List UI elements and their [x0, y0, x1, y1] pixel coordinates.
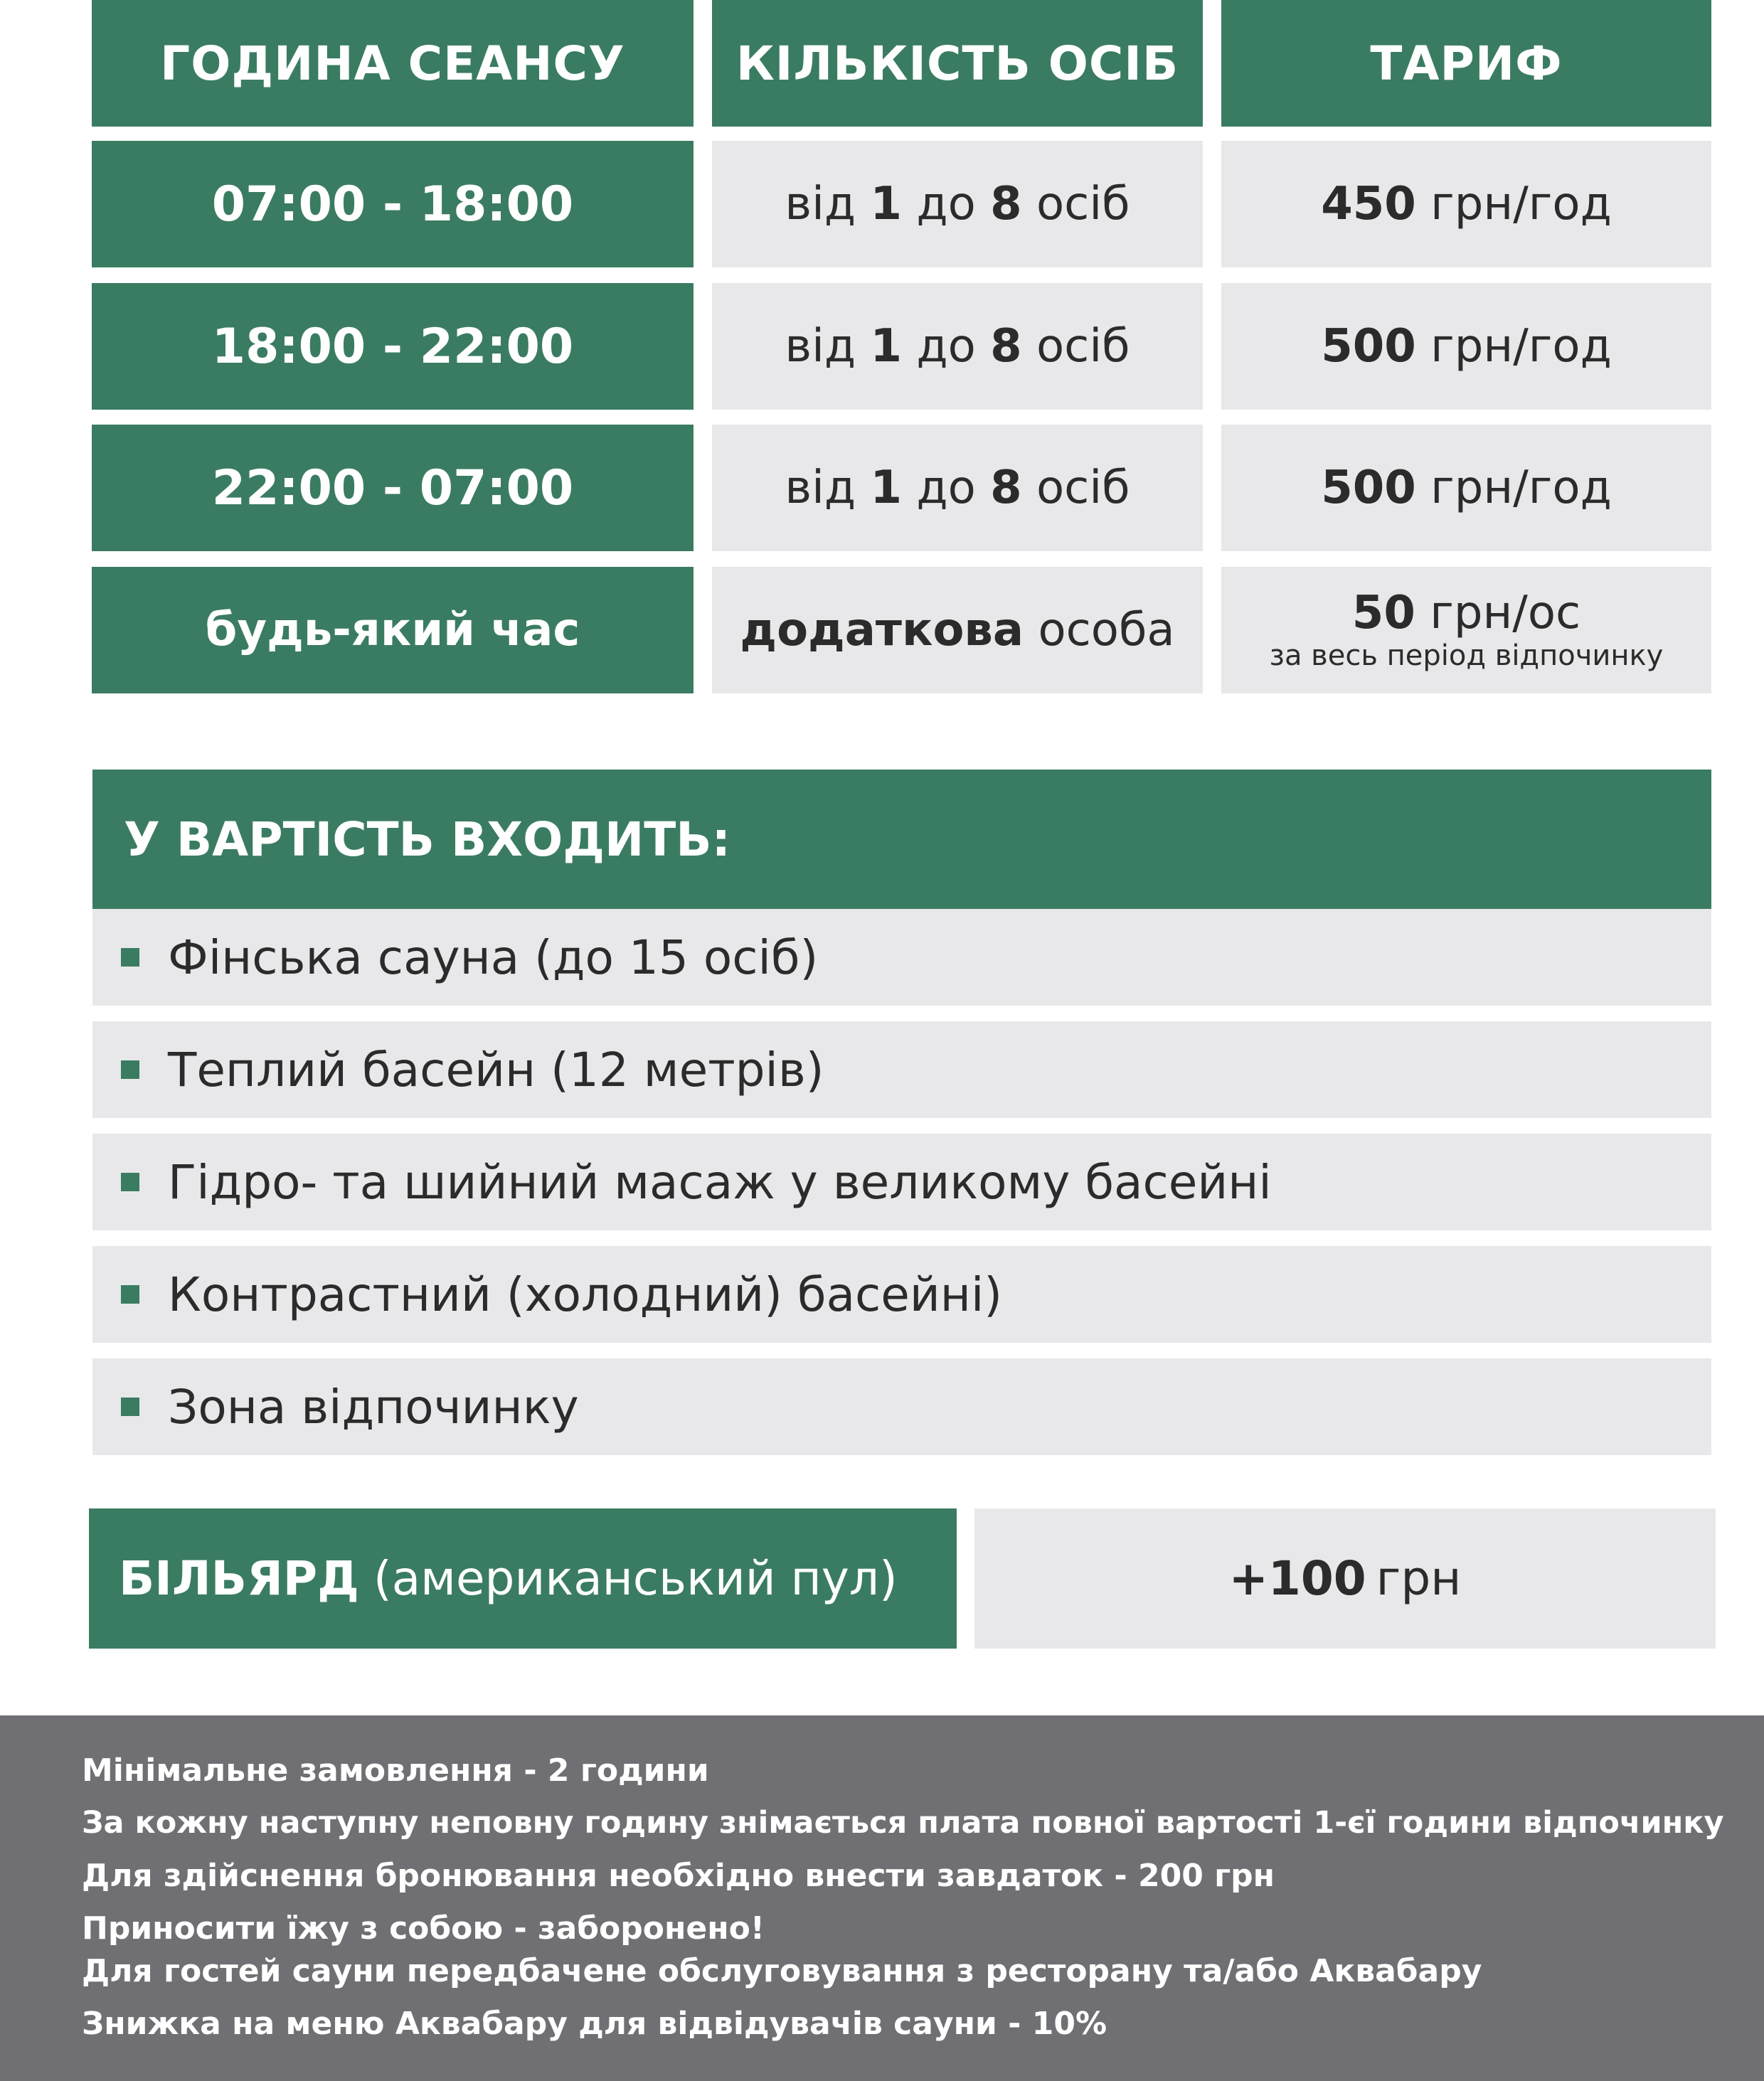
billiard-price-value: +100 [1228, 1551, 1366, 1606]
price-unit: грн/год [1430, 320, 1612, 373]
footer-note: За кожну наступну неповну годину знімається плата повної вартості 1-єї години відпочинку [82, 1805, 1724, 1841]
persons-post: осіб [1036, 462, 1130, 514]
row2-persons [712, 283, 1203, 410]
extra-persons-bold: додаткова [740, 604, 1024, 656]
price-value: 500 [1321, 320, 1416, 373]
footer-note: Мінімальне замовлення - 2 години [82, 1752, 709, 1789]
extra-price-note: за весь період відпочинку [1269, 639, 1664, 672]
row3-time: 22:00 - 07:00 [92, 425, 694, 551]
row1-price [1221, 141, 1711, 267]
footer-note: Для гостей сауни передбачене обслуговування з ресторану та/або Аквабару [82, 1953, 1482, 1989]
included-item-label: Теплий басейн (12 метрів) [168, 1042, 824, 1097]
square-bullet-icon [121, 1060, 139, 1079]
included-item-label: Гідро- та шийний масаж у великому басейні [168, 1154, 1272, 1210]
persons-post: осіб [1036, 320, 1130, 373]
included-item-label: Контрастний (холодний) басейні) [168, 1267, 1003, 1322]
persons-from: 1 [870, 462, 903, 514]
persons-mid: до [916, 178, 976, 230]
included-item [92, 1134, 1711, 1230]
header-session-time: ГОДИНА СЕАНСУ [92, 0, 694, 127]
price-value: 450 [1321, 178, 1416, 230]
persons-to: 8 [990, 462, 1022, 514]
billiard-desc: (американський пул) [373, 1551, 898, 1606]
persons-to: 8 [990, 178, 1022, 230]
billiard-label [89, 1508, 957, 1649]
row4-persons [712, 567, 1203, 693]
persons-pre: від [785, 320, 856, 373]
persons-from: 1 [870, 178, 903, 230]
row4-time: будь-який час [92, 567, 694, 693]
row4-price [1221, 567, 1711, 693]
extra-price-value: 50 [1351, 587, 1415, 640]
footer-notes [0, 1715, 1764, 2081]
header-persons: КІЛЬКІСТЬ ОСІБ [712, 0, 1203, 127]
included-item [92, 909, 1711, 1006]
row3-price [1221, 425, 1711, 551]
row2-price [1221, 283, 1711, 410]
persons-from: 1 [870, 320, 903, 373]
extra-price-unit: грн/ос [1430, 587, 1581, 640]
included-item-label: Зона відпочинку [168, 1379, 579, 1435]
included-item [92, 1021, 1711, 1118]
persons-pre: від [785, 178, 856, 230]
persons-mid: до [916, 462, 976, 514]
extra-price-line [1351, 587, 1581, 640]
included-item-label: Фінська сауна (до 15 осіб) [168, 930, 819, 985]
footer-note: Приносити їжу з собою - заборонено! [82, 1910, 765, 1947]
included-title: У ВАРТІСТЬ ВХОДИТЬ: [92, 770, 1711, 909]
row3-persons [712, 425, 1203, 551]
persons-pre: від [785, 462, 856, 514]
price-unit: грн/год [1430, 462, 1612, 514]
billiard-price-unit: грн [1376, 1551, 1462, 1606]
billiard-name: БІЛЬЯРД [119, 1551, 359, 1606]
billiard-price [974, 1508, 1716, 1649]
square-bullet-icon [121, 1398, 139, 1416]
row1-time: 07:00 - 18:00 [92, 141, 694, 267]
included-item [92, 1358, 1711, 1455]
persons-to: 8 [990, 320, 1022, 373]
footer-note: Для здійснення бронювання необхідно внести завдаток - 200 грн [82, 1858, 1275, 1894]
persons-post: осіб [1036, 178, 1130, 230]
row1-persons [712, 141, 1203, 267]
persons-mid: до [916, 320, 976, 373]
extra-persons-rest: особа [1038, 604, 1175, 656]
square-bullet-icon [121, 948, 139, 967]
row2-time: 18:00 - 22:00 [92, 283, 694, 410]
square-bullet-icon [121, 1173, 139, 1191]
footer-note: Знижка на меню Аквабару для відвідувачів сауни - 10% [82, 2006, 1107, 2042]
price-unit: грн/год [1430, 178, 1612, 230]
price-value: 500 [1321, 462, 1416, 514]
included-item [92, 1246, 1711, 1343]
header-tariff: ТАРИФ [1221, 0, 1711, 127]
square-bullet-icon [121, 1285, 139, 1304]
